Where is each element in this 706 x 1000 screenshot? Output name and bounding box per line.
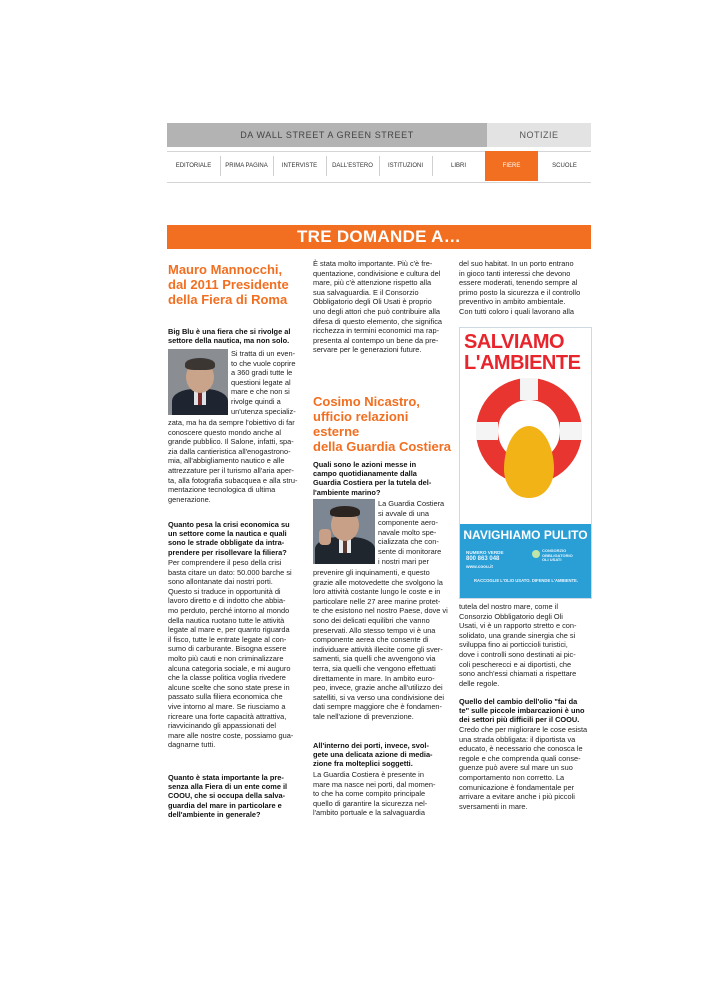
ad-phone: 800 863 048 [466,556,500,562]
text-line: sono allontanate dai nostri porti. [168,577,273,587]
text-line: a 360 gradi tutte le [231,368,293,378]
lifebuoy-band [476,422,498,440]
nav-item-libri[interactable]: LIBRI [450,163,466,169]
interview-1-headline [168,262,308,307]
ad-title [464,332,589,374]
nav-item-editoriale[interactable]: EDITORIALE [175,163,212,169]
headline-line: della Fiera di Roma [168,292,288,307]
text-line: dei settori più difficili per il COOU. [459,715,580,725]
text-line: cializzata che con- [378,537,439,547]
text-line: essere moderati, tenendo sempre al [459,278,578,288]
text-line: Quanto pesa la crisi economica su [168,520,290,529]
text-line: lavoro diretto e di indotto che abbia- [168,596,286,606]
text-line: mare e che non si [231,387,290,397]
text-line: te" sulle piccole imbarcazioni è uno [459,706,585,716]
answer-6 [459,725,590,811]
headline-line: ufficio relazioni esterne [313,409,409,439]
text-line: Big Blu è una fiera che si rivolge al [168,327,291,336]
text-line: satelliti, si va verso una condivisione dei [313,692,445,702]
text-line: il fisco, tutte le entrate legate al con- [168,634,287,644]
text-line: settore della nautica, ma non solo. [168,336,290,346]
text-line: sviluppa fino ai porticcioli turistici, [459,640,568,650]
text-line: Si tratta di un even- [231,349,296,358]
text-line: grazie alle motovedette che svolgono la [313,577,443,587]
text-line: tutela del nostro mare, come il [459,602,558,611]
answer-2 [168,558,301,750]
text-line: Quali sono le azioni messe in [313,460,417,469]
nav-item-prima-pagina[interactable]: PRIMA PAGINA [225,163,268,169]
answer-5 [313,770,448,818]
text-line: mare alle nostre coste, possiamo gua- [168,730,294,740]
text-line: All'interno dei porti, invece, svol- [313,741,429,750]
text-line: generazione. [168,494,211,504]
text-line: primo posto la sicurezza e il controllo [459,287,581,297]
answer-4-wrap [378,499,448,566]
text-line: È stata molto importante. Più c'è fre- [313,259,433,268]
question-6 [459,697,590,725]
text-line: Credo che per migliorare le cose esista [459,725,588,734]
question-2 [168,520,301,557]
headline-line: Mauro Mannocchi, [168,262,283,277]
text-line: educato, è necessario che conosca le [459,744,583,754]
logo-line: OBBLIGATORIO [542,552,573,558]
text-line: grande pubblico. Il Salone, infatti, spa- [168,437,294,447]
headline-line: della Guardia Costiera [313,439,451,454]
text-line: preservati. Allo stesso tempo vi è una [313,625,436,635]
text-line: guenze può avere sul mare un suo [459,763,573,773]
text-line: to che vuole coprire [231,358,296,368]
text-line: Quanto è stata importante la pre- [168,773,284,782]
text-line: ta, alla fotografia subacquea e alla stru- [168,475,298,485]
text-line: componente aerea che consente di [313,635,429,645]
text-line: mare, più c'è attenzione rispetto alla [313,278,432,288]
text-line: zia dalla cantieristica all'enogastrono- [168,446,291,456]
text-line: loro attività costante lungo le coste e in [313,587,441,597]
answer-3 [313,259,448,355]
text-line: sono anch'essi chiamati a rispettare [459,669,577,679]
text-line: peo, invece, grazie anche all'utilizzo dei [313,683,443,693]
text-line: questioni legate al [231,377,291,387]
text-line: dagnarne tutti. [168,740,216,750]
text-line: difesa di questo elemento, che significa [313,316,443,326]
text-line: sua salvaguardia. E il Consorzio [313,287,419,297]
text-line: zata, ma ha da sempre l'obiettivo di far [168,418,295,427]
text-line: comportamento non corretto. La [459,772,565,782]
text-line: alcuna categoria sociale, e mi auguro [168,663,291,673]
text-line: Usati, vi è un rapporto stretto e con- [459,621,577,631]
answer-1 [168,418,301,504]
headline-line: Cosimo Nicastro, [313,394,420,409]
text-line: dell'ambiente in generale? [168,809,261,819]
text-line: presenta al contempo un bene da pre- [313,335,439,345]
ad-logo-text [542,549,573,563]
ad-title-line: L'AMBIENTE [464,352,581,374]
text-line: Questo si traduce in opportunità di [168,586,281,596]
portrait-mannocchi [168,349,228,415]
text-line: zione fra molteplici soggetti. [313,759,413,769]
text-line: dove i controlli sono destinati ai pic- [459,649,576,659]
text-line: La Guardia Costiera è presente in [313,770,424,779]
text-line: uno degli attori che può contribuire alla [313,306,440,316]
text-line: guardia del mare in particolare e [168,800,282,810]
text-line: sumo di carburante. Bisogna essere [168,644,287,654]
text-line: mare ma nasce nei porti, dal momen- [313,779,436,789]
text-line: si avvale di una [378,508,429,518]
text-line: prendere per risollevare la filiera? [168,547,287,557]
question-3 [168,773,301,819]
text-line: basta citare un dato: 50.000 barche si [168,567,292,577]
text-line: sente di monitorare [378,546,442,556]
text-line: rivolge quindi a [231,396,281,406]
text-line: mia, all'abbigliamento nautico e alle [168,456,285,466]
text-line: in gioco tanti interessi che devono [459,268,571,278]
text-line: direttamente in mare. In ambito euro- [313,673,435,683]
text-line: Quello del cambio dell'olio "fai da [459,697,578,706]
text-line: ricreare una forte capacità attrattiva, [168,711,287,721]
text-line: Guardia Costiera per la tutela del- [313,478,432,488]
text-line: servare per le generazioni future. [313,345,422,355]
ad-web: www.coou.it [466,564,493,569]
text-line: Consorzio Obbligatorio degli Oli [459,611,563,621]
logo-line: OLI USATI [542,557,562,563]
text-line: dati sempre maggiore che è fondamen- [313,702,442,712]
text-line: senza alla Fiera di un ente come il [168,782,288,792]
lifebuoy-band [520,378,538,400]
coou-advertisement[interactable] [459,327,592,599]
text-line: l'ambito portuale e la salvaguardia [313,808,425,818]
text-line: prevenire gli inquinamenti, e questo [313,568,430,577]
text-line: ricchezza in termini economici ma rap- [313,326,440,336]
text-line: un'utenza specializ- [231,406,296,416]
text-line: individuare attività illecite come gli sver- [313,644,443,654]
text-line: riavvicinando gli appassionati del [168,721,277,731]
text-line: conoscere questo mondo anche al [168,427,281,437]
text-line: sono le strade obbligate da intra- [168,538,285,548]
answer-4 [313,568,448,722]
coou-logo-icon [532,550,540,558]
text-line: passato sulla filiera economica che [168,692,283,702]
text-line: legate al mare e, per quanto riguarda [168,625,290,635]
text-line: alcune scelte che sono state prese in [168,682,290,692]
text-line: coli pescherecci e ai diportisti, che [459,659,572,669]
text-line: attrezzature per il turismo all'aria aper- [168,465,294,475]
text-line: preventivo in ambito ambientale. [459,297,566,307]
text-line: del suo habitat. In un porto entrano [459,259,574,268]
ad-title-line: SALVIAMO [464,331,565,353]
notizie-link[interactable]: NOTIZIE [487,123,591,147]
text-line: Con tutti coloro i quali lavorano alla [459,306,575,316]
text-line: terra, sia quelli che vengono effettuati [313,663,436,673]
ad-slogan: NAVIGHIAMO PULITO [463,528,588,542]
ad-tagline: RACCOGLIE L'OLIO USATO. DIFENDE L'AMBIENTE. [474,578,578,583]
answer-1-wrap [231,349,301,416]
text-line: della nautica ruotano tutte le attività [168,615,285,625]
question-5 [313,741,448,769]
headline-line: dal 2011 Presidente [168,277,289,292]
text-line: quello di garantire la sicurezza nel- [313,798,428,808]
question-1 [168,327,300,345]
text-line: molto più cauti e non criminalizzare [168,653,284,663]
answer-5-end [459,602,590,688]
text-line: Per comprendere il peso della crisi [168,558,282,567]
text-line: l'ambiente marino? [313,487,381,497]
lifebuoy-band [560,422,582,440]
text-line: COOU, che si occupa della salva- [168,791,286,801]
text-line: i nostri mari per [378,556,429,566]
logo-line: CONSORZIO [542,548,567,553]
nav-item-istituzioni[interactable]: ISTITUZIONI [388,163,423,169]
question-4 [313,460,448,497]
nav-item-dallestero[interactable]: DALL'ESTERO [332,163,373,169]
text-line: campo quotidianamente dalla [313,469,417,479]
text-line: te che esistono nel nostro Paese, dove vi [313,606,448,616]
interview-2-headline [313,394,453,454]
nav-item-scuole[interactable]: SCUOLE [552,163,577,169]
text-line: La Guardia Costiera [378,499,445,508]
text-line: arrivare a evitare anche i più piccoli [459,792,575,802]
nav-item-fiere[interactable]: FIERE [485,151,538,181]
text-line: particolare nelle 27 aree marine protet- [313,596,441,606]
text-line: gete una delicata azione di media- [313,750,433,760]
text-line: tale nell'azione di prevenzione. [313,711,414,721]
ad-phone-label: NUMERO VERDE [466,550,504,555]
text-line: vive intorno al mare. Se riusciamo a [168,701,286,711]
text-line: to che ha come compito principale [313,789,426,799]
text-line: un settore come la nautica e quali [168,529,287,539]
text-line: comunicazione è fondamentale per [459,782,575,792]
text-line: navale molto spe- [378,527,437,537]
nav-item-interviste[interactable]: INTERVISTE [281,163,318,169]
page-title: TRE DOMANDE A… [296,227,462,246]
text-line: componente aero- [378,518,438,528]
text-line: mentazione tecnologica di ultima [168,485,276,495]
text-line: regole e che comprenda quali conse- [459,753,581,763]
text-line: che la classe politica voglia rivedere [168,673,286,683]
text-line: delle regole. [459,678,500,688]
text-line: sono dei delicati equilibri che vanno [313,615,430,625]
text-line: samenti, sia quelli che avvengono via [313,654,436,664]
text-line: quentazione, condivisione e cultura del [313,268,441,278]
text-line: Obbligatorio degli Oli Usati è proprio [313,297,432,307]
text-line: una strada obbligata: il diportista va [459,734,576,744]
text-line: sversamenti in mare. [459,801,528,811]
text-line: solidato, una grande sinergia che si [459,630,576,640]
section-title: DA WALL STREET A GREEN STREET [240,130,414,140]
text-line: mo perduto, perché intorno al mondo [168,605,290,615]
answer-5-continued [459,259,590,317]
portrait-nicastro [313,499,375,564]
